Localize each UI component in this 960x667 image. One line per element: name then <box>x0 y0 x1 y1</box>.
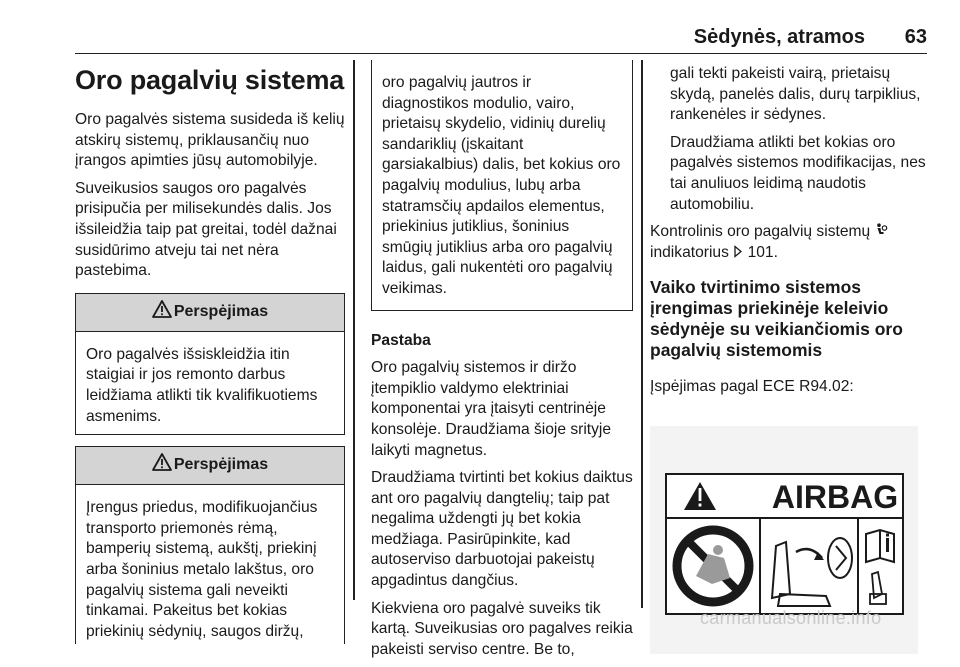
note-paragraph: Oro pagalvių sistemos ir diržo įtempiklio valdymo elektriniai komponentai yra įtaisyti centrinėje konsolėje. Draudžiama šioje srityje laikyti magnetus. <box>371 359 612 459</box>
subsection-heading: Vaiko tvirtinimo sistemos įrengimas priekinėje keleivio sėdynėje su veikiančiomis oro pagalvių sistemomis <box>650 277 903 361</box>
page-number: 63 <box>904 26 927 48</box>
paragraph: Draudžiama atlikti bet kokias oro pagalvės sistemos modifikacijas, nes tai anuliuos leidimą naudotis automobiliu. <box>670 133 926 213</box>
airbag-indicator-icon <box>875 223 887 240</box>
warning-header <box>76 294 344 332</box>
warning-label: Perspėjimas <box>173 456 269 474</box>
warning-box <box>75 293 345 435</box>
note-label: Pastaba <box>371 331 431 349</box>
warning-text: Oro pagalvės išsiskleidžia itin staigiai ir jos remonto darbus leidžiama atlikti tik kvalifikuotiems asmenims. <box>86 345 318 425</box>
indicator-suffix: indikatorius <box>650 243 729 261</box>
section-heading: Oro pagalvių sistema <box>75 65 345 95</box>
warning-triangle-icon <box>152 453 172 478</box>
column-2 <box>371 60 633 667</box>
indicator-text: Kontrolinis oro pagalvių sistemų <box>650 223 871 241</box>
column-divider-1 <box>353 60 355 600</box>
page-header <box>75 22 927 54</box>
paragraph: Suveikusios saugos oro pagalvės prisipučia per milisekundės dalis. Jos išsileidžia taip pat greitai, todėl dažnai susidūrimo atveju tai net nėra pastebima. <box>75 179 337 280</box>
note-paragraph: Kiekviena oro pagalvė suveiks tik kartą. Suveikusias oro pagalves reikia pakeisti serviso centre. Be to, <box>371 599 633 658</box>
section-title: Sėdynės, atramos <box>693 26 865 48</box>
warning-continued-text <box>650 60 932 215</box>
column-3 <box>650 60 932 654</box>
indicator-paragraph <box>650 222 932 263</box>
column-1 <box>75 60 345 644</box>
page-reference: 101. <box>747 243 778 261</box>
paragraph: Oro pagalvės sistema susideda iš kelių atskirų sistemų, priklausančių nuo įrangos apimties jūsų automobilyje. <box>75 111 345 170</box>
paragraph: gali tekti pakeisti vairą, prietaisų skydą, panelės dalis, durų tarpiklius, rankenėles ir sėdynes. <box>670 65 921 124</box>
warning-text: Įrengus priedus, modifikuojančius transporto priemonės rėmą, bamperių sistemą, aukštį, priekinį arba šoninius metalo lakštus, oro pagalvių sistema gali neveikti tinkamai. Pakeitus bet kokias priekinių sėdynių, saugos diržų, <box>86 499 318 640</box>
warning-header <box>76 447 344 485</box>
warning-box <box>75 446 345 644</box>
warning-triangle-icon <box>152 300 172 325</box>
note-paragraph: Draudžiama tvirtinti bet kokius daiktus ant oro pagalvių dangtelių; taip pat negalima uždengti jų bet kokia medžiaga. Pasirūpinkite, kad autoserviso darbuotojai pakeistų apgadintus dangčius. <box>371 469 633 590</box>
warning-text: oro pagalvių jautros ir diagnostikos modulio, vairo, prietaisų skydelio, vidinių durelių sandariklių (įskaitant garsiakalbius) dalis, bet kokius oro pagalvių modulius, lubų arba statramsčių apdailos elementus, priekinius jutiklius, šoninius smūgių jutiklius arba oro pagalvių laidus, gali nukentėti oro pagalvių veikimas. <box>382 74 621 297</box>
warning-label: Perspėjimas <box>173 302 269 320</box>
paragraph: Įspėjimas pagal ECE R94.02: <box>650 378 854 396</box>
warning-box-continued <box>371 60 633 311</box>
watermark: carmanualsonline.info <box>700 608 882 628</box>
airbag-label-text: AIRBAG <box>771 478 899 515</box>
page-ref-arrow-icon <box>733 244 747 261</box>
column-divider-2 <box>641 60 643 608</box>
